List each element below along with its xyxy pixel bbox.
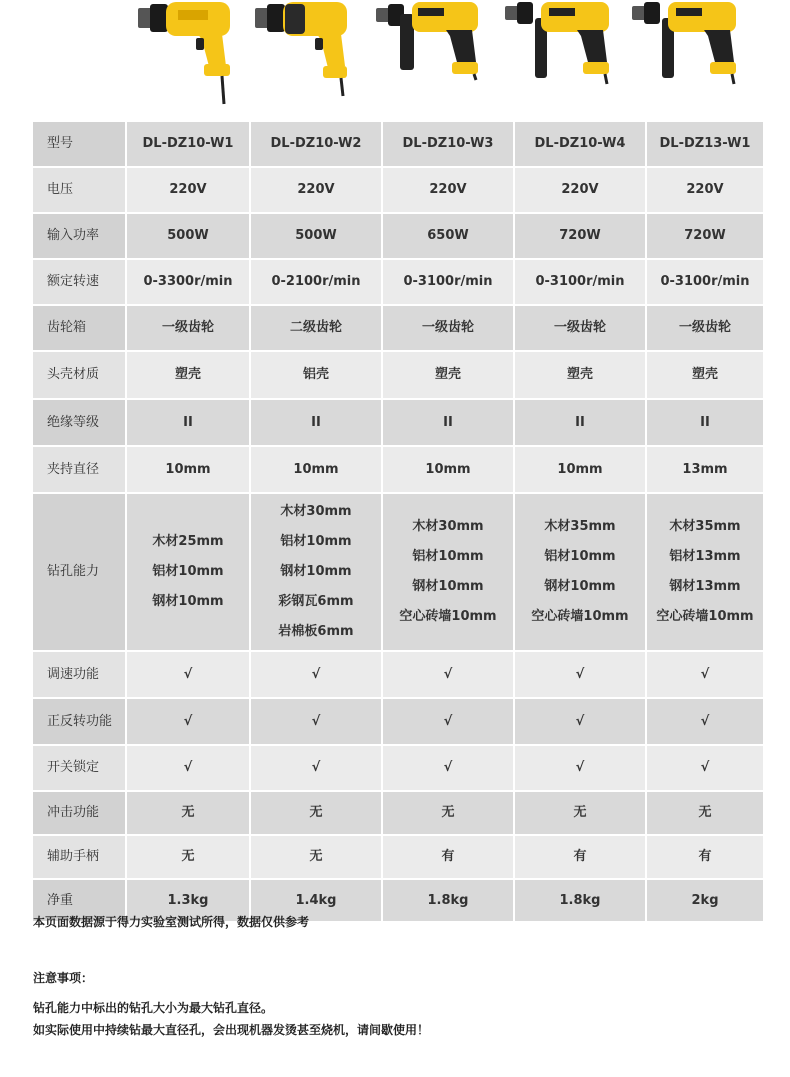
row-label: 绝缘等级 (33, 400, 125, 445)
spec-cell: √ (383, 699, 513, 744)
drilling-capacity-line: 钢材10mm (152, 594, 224, 609)
note-line: 如实际使用中持续钻最大直径孔，会出现机器发烫甚至烧机，请间歇使用！ (33, 1023, 430, 1037)
spec-cell: 0-3100r/min (647, 260, 763, 304)
row-label: 钻孔能力 (33, 494, 125, 650)
spec-cell: 2kg (647, 880, 763, 921)
row-label: 输入功率 (33, 214, 125, 258)
spec-cell: II (251, 400, 381, 445)
spec-cell: 1.8kg (515, 880, 645, 921)
spec-cell: 220V (127, 168, 249, 212)
spec-cell: √ (383, 746, 513, 790)
drilling-capacity-line: 铝材10mm (412, 549, 484, 564)
drilling-capacity-line: 钢材13mm (669, 579, 741, 594)
spec-cell: 塑壳 (127, 352, 249, 398)
spec-cell: 铝壳 (251, 352, 381, 398)
spec-cell: DL-DZ10-W1 (127, 122, 249, 166)
drilling-capacity-line: 空心砖墙10mm (656, 609, 754, 624)
row-label: 开关锁定 (33, 746, 125, 790)
spec-cell: √ (251, 746, 381, 790)
row-label: 正反转功能 (33, 699, 125, 744)
drilling-capacity-line: 铝材10mm (152, 564, 224, 579)
drilling-capacity-line: 铝材10mm (544, 549, 616, 564)
spec-cell: √ (647, 652, 763, 697)
row-label: 头壳材质 (33, 352, 125, 398)
spec-cell: 13mm (647, 447, 763, 492)
spec-cell: 10mm (515, 447, 645, 492)
spec-cell (515, 494, 645, 650)
spec-cell: √ (647, 746, 763, 790)
drilling-capacity-line: 木材30mm (280, 504, 352, 519)
spec-cell: II (515, 400, 645, 445)
drilling-capacity-line: 钢材10mm (412, 579, 484, 594)
spec-cell: 二级齿轮 (251, 306, 381, 350)
spec-cell: √ (515, 699, 645, 744)
spec-cell: 无 (515, 792, 645, 834)
drill-image (255, 0, 355, 100)
spec-cell: 220V (647, 168, 763, 212)
spec-cell: 0-3300r/min (127, 260, 249, 304)
spec-cell: 无 (127, 836, 249, 878)
spec-cell: √ (127, 746, 249, 790)
spec-cell: 一级齿轮 (127, 306, 249, 350)
spec-cell: √ (251, 652, 381, 697)
drill-image (138, 0, 238, 108)
drilling-capacity-line: 木材35mm (544, 519, 616, 534)
spec-cell (251, 494, 381, 650)
spec-cell: 10mm (251, 447, 381, 492)
drilling-capacity-line: 木材35mm (669, 519, 741, 534)
impact-drill-image (632, 0, 744, 86)
spec-cell: DL-DZ10-W4 (515, 122, 645, 166)
drilling-capacity-line: 钢材10mm (544, 579, 616, 594)
drilling-capacity-line: 铝材10mm (280, 534, 352, 549)
data-source-note: 本页面数据源于得力实验室测试所得，数据仅供参考 (33, 915, 310, 929)
drilling-capacity-line: 钢材10mm (280, 564, 352, 579)
spec-cell: DL-DZ10-W2 (251, 122, 381, 166)
spec-cell: √ (127, 699, 249, 744)
spec-cell: √ (515, 746, 645, 790)
spec-cell: 500W (127, 214, 249, 258)
spec-cell: 650W (383, 214, 513, 258)
spec-cell: 1.4kg (251, 880, 381, 921)
spec-cell: 无 (647, 792, 763, 834)
spec-cell: 1.8kg (383, 880, 513, 921)
spec-cell: 无 (251, 836, 381, 878)
spec-cell: 1.3kg (127, 880, 249, 921)
row-label: 夹持直径 (33, 447, 125, 492)
spec-cell (383, 494, 513, 650)
spec-cell: 一级齿轮 (515, 306, 645, 350)
row-label: 电压 (33, 168, 125, 212)
row-label: 净重 (33, 880, 125, 921)
spec-cell: 500W (251, 214, 381, 258)
spec-cell: √ (251, 699, 381, 744)
drilling-capacity-line: 木材30mm (412, 519, 484, 534)
spec-cell: DL-DZ10-W3 (383, 122, 513, 166)
spec-cell: 一级齿轮 (383, 306, 513, 350)
drilling-capacity-line: 空心砖墙10mm (399, 609, 497, 624)
drilling-capacity-line: 彩钢瓦6mm (278, 594, 354, 609)
impact-drill-image (376, 0, 486, 82)
spec-cell: √ (383, 652, 513, 697)
spec-cell: 有 (647, 836, 763, 878)
spec-cell: 220V (383, 168, 513, 212)
spec-cell: 塑壳 (383, 352, 513, 398)
spec-cell: √ (127, 652, 249, 697)
row-label: 冲击功能 (33, 792, 125, 834)
spec-table (33, 122, 754, 908)
spec-cell: √ (515, 652, 645, 697)
spec-cell: 220V (251, 168, 381, 212)
spec-cell: 塑壳 (647, 352, 763, 398)
spec-cell: 720W (647, 214, 763, 258)
spec-cell: 无 (383, 792, 513, 834)
spec-cell: 10mm (383, 447, 513, 492)
spec-cell: II (383, 400, 513, 445)
spec-cell: 10mm (127, 447, 249, 492)
drilling-capacity-line: 岩棉板6mm (278, 624, 354, 639)
spec-cell: 无 (127, 792, 249, 834)
spec-cell: 720W (515, 214, 645, 258)
spec-cell (127, 494, 249, 650)
impact-drill-image (505, 0, 617, 86)
row-label: 齿轮箱 (33, 306, 125, 350)
spec-cell: 0-3100r/min (515, 260, 645, 304)
spec-cell: II (647, 400, 763, 445)
spec-cell: 0-2100r/min (251, 260, 381, 304)
drilling-capacity-line: 铝材13mm (669, 549, 741, 564)
row-label: 型号 (33, 122, 125, 166)
spec-cell: 有 (515, 836, 645, 878)
spec-cell: 一级齿轮 (647, 306, 763, 350)
spec-cell: 220V (515, 168, 645, 212)
notes-title: 注意事项： (33, 971, 94, 985)
spec-cell: 有 (383, 836, 513, 878)
spec-cell: 0-3100r/min (383, 260, 513, 304)
spec-cell (647, 494, 763, 650)
product-images (0, 0, 790, 112)
drilling-capacity-line: 空心砖墙10mm (531, 609, 629, 624)
spec-cell: DL-DZ13-W1 (647, 122, 763, 166)
drilling-capacity-line: 木材25mm (152, 534, 224, 549)
spec-cell: II (127, 400, 249, 445)
note-line: 钻孔能力中标出的钻孔大小为最大钻孔直径。 (33, 1001, 274, 1015)
spec-cell: √ (647, 699, 763, 744)
row-label: 调速功能 (33, 652, 125, 697)
row-label: 额定转速 (33, 260, 125, 304)
row-label: 辅助手柄 (33, 836, 125, 878)
spec-cell: 无 (251, 792, 381, 834)
spec-cell: 塑壳 (515, 352, 645, 398)
